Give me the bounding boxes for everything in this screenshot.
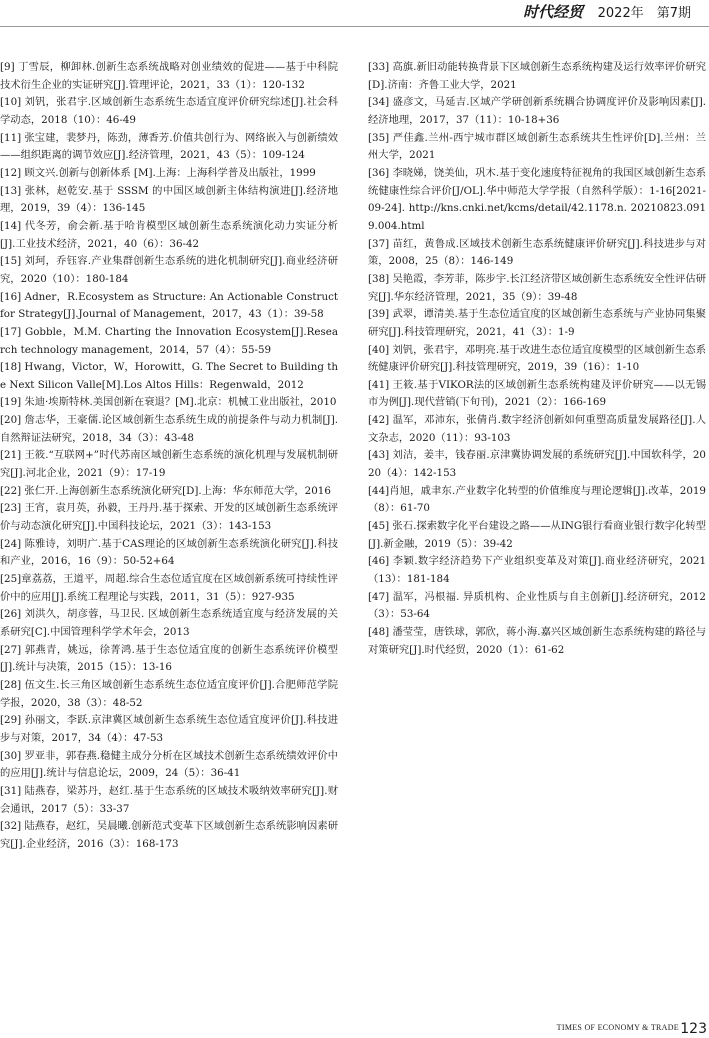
references-left-column xyxy=(0,59,338,854)
reference-entry: [40] 刘钒，张君宇，邓明亮.基于改进生态位适宜度模型的区域创新生态系统健康评价研究[J].科技管理研究，2019，39（16）：1-10 xyxy=(368,343,706,374)
reference-entry: [20] 詹志华，王豪儒.论区域创新生态系统生成的前提条件与动力机制[J].自然辩证法研究，2018，34（3）：43-48 xyxy=(0,414,338,444)
header-text xyxy=(523,3,691,23)
reference-entry: [31] 陆燕春，梁苏丹，赵红.基于生态系统的区域技术吸纳效率研究[J].财会通讯，2017（5）：33-37 xyxy=(0,784,338,815)
reference-entry: [14] 代冬芳，俞会新.基于哈肯模型区域创新生态系统演化动力实证分析[J].工业技术经济，2021，40（6）：36-42 xyxy=(0,219,338,250)
issue-label: 2022年 第7期 xyxy=(597,6,691,21)
reference-entry: [32] 陆燕春，赵红，吴晨曦.创新范式变革下区域创新生态系统影响因素研究[J].企业经济，2016（3）：168-173 xyxy=(0,820,338,850)
reference-entry: [33] 高旗.新旧动能转换背景下区域创新生态系统构建及运行效率评价研究[D].济南：齐鲁工业大学，2021 xyxy=(368,61,706,91)
reference-entry: [17] Gobble，M.M. Charting the Innovation Ecosystem[J].Research technology management，2014，57（4）：55-59 xyxy=(0,325,338,356)
reference-entry: [37] 苗红，黄鲁成.区域技术创新生态系统健康评价研究[J].科技进步与对策，2008，25（8）：146-149 xyxy=(368,237,706,268)
reference-entry: [26] 刘洪久，胡彦蓉，马卫民. 区域创新生态系统适宜度与经济发展的关系研究[C].中国管理科学学术年会，2013 xyxy=(0,608,338,638)
reference-entry: [13] 张林，赵乾安.基于 SSSM 的中国区域创新主体结构演进[J].经济地理，2019，39（4）：136-145 xyxy=(0,184,338,215)
reference-entry: [29] 孙丽文，李跃.京津冀区域创新生态系统生态位适宜度评价[J].科技进步与对策，2017，34（4）：47-53 xyxy=(0,714,338,744)
reference-entry: [24] 陈雅诗，刘明广.基于CAS理论的区域创新生态系统演化研究[J].科技和产业，2016，16（9）：50-52+64 xyxy=(0,537,338,568)
reference-entry: [30] 罗亚非，郭春燕.稳健主成分分析在区域技术创新生态系统绩效评价中的应用[J].统计与信息论坛，2009，24（5）：36-41 xyxy=(0,749,338,780)
footer-journal-english: TIMES OF ECONOMY & TRADE xyxy=(556,1023,679,1032)
reference-entry: [42] 温军，邓沛东，张倩肖.数字经济创新如何重塑高质量发展路径[J].人文杂志，2020（11）：93-103 xyxy=(368,414,706,444)
reference-entry: [22] 张仁开.上海创新生态系统演化研究[D].上海：华东师范大学，2016 xyxy=(0,484,331,497)
reference-entry: [27] 郭燕青，姚远，徐菁鸿.基于生态位适宜度的创新生态系统评价模型[J].统计与决策，2015（15）：13-16 xyxy=(0,643,338,674)
reference-entry: [9] 丁雪辰，柳卸林.创新生态系统战略对创业绩效的促进——基于中科院技术衍生企业的实证研究[J].管理评论，2021，33（1）：120-132 xyxy=(0,61,338,91)
reference-entry: [39] 武翠，谭清美.基于生态位适宜度的区域创新生态系统与产业协同集聚研究[J].科技管理研究，2021，41（3）：1-9 xyxy=(368,308,706,338)
reference-entry: [45] 张石.探索数字化平台建设之路——从ING银行看商业银行数字化转型[J].新金融，2019（5）：39-42 xyxy=(368,520,706,550)
page-footer xyxy=(0,1002,709,1038)
reference-entry: [15] 刘珂，乔钰容.产业集群创新生态系统的进化机制研究[J].商业经济研究，2020（10）：180-184 xyxy=(0,255,338,285)
header-divider xyxy=(0,26,709,27)
reference-entry: [35] 严佳鑫.兰州-西宁城市群区域创新生态系统共生性评价[D].兰州：兰州大学，2021 xyxy=(368,131,706,162)
reference-entry: [16] Adner，R.Ecosystem as Structure: An Actionable Construct for Strategy[J].Journal of Management，2017，43（1）：39-58 xyxy=(0,290,338,321)
reference-entry: [46] 李颖.数字经济趋势下产业组织变革及对策[J].商业经济研究，2021（13）：181-184 xyxy=(368,555,706,586)
reference-entry: [10] 刘钒，张君宇.区域创新生态系统生态适宜度评价研究综述[J].社会科学动态，2018（10）：46-49 xyxy=(0,96,338,126)
reference-entry: [21] 王筱.“互联网+”时代苏南区域创新生态系统的演化机理与发展机制研究[J].河北企业，2021（9）：17-19 xyxy=(0,449,338,480)
reference-entry: [11] 张宝建，裴梦丹，陈劲，薄香芳.价值共创行为、网络嵌入与创新绩效——组织距离的调节效应[J].经济管理，2021，43（5）：109-124 xyxy=(0,131,338,162)
page-header xyxy=(0,0,709,26)
reference-entry: [44]肖旭，戚聿东.产业数字化转型的价值维度与理论逻辑[J].改革，2019（8）：61-70 xyxy=(368,484,706,515)
reference-entry: [12] 顾文兴.创新与创新体系 [M].上海：上海科学普及出版社，1999 xyxy=(0,166,316,179)
reference-entry: [43] 刘洁，姜丰，钱春丽.京津冀协调发展的系统研究[J].中国软科学，2020（4）：142-153 xyxy=(368,449,706,480)
reference-entry: [23] 王宵，袁月英，孙毅，王丹丹.基于探索、开发的区域创新生态系统评价与动态演化研究[J].中国科技论坛，2021（3）：143-153 xyxy=(0,502,338,533)
references-right-column xyxy=(368,59,706,659)
reference-entry: [48] 潘莹莹，唐铁球，郭欣，蒋小海.嘉兴区域创新生态系统构建的路径与对策研究[J].时代经贸，2020（1）：61-62 xyxy=(368,626,706,656)
reference-entry: [36] 李晓娣，饶美仙，巩木.基于变化速度特征视角的我国区域创新生态系统健康性综合评价[J/OL].华中师范大学学报（自然科学版）：1-16[2021-09-24]. http://kns.cnki.net/kcms/detail/42.1178.n. 20210823.0919.004.html xyxy=(368,166,706,232)
reference-entry: [28] 伍文生.长三角区域创新生态系统生态位适宜度评价[J].合肥师范学院学报，2020，38（3）：48-52 xyxy=(0,678,338,709)
reference-entry: [19] 朱迪·埃斯特林.美国创新在衰退？[M].北京：机械工业出版社，2010 xyxy=(0,396,337,409)
reference-entry: [18] Hwang，Victor，W，Horowitt，G. The Secret to Building the Next Silicon Valle[M].Los Altos Hills：Regenwald，2012 xyxy=(0,361,338,391)
reference-entry: [34] 盛彦文，马延吉.区域产学研创新系统耦合协调度评价及影响因素[J].经济地理，2017，37（11）：10-18+36 xyxy=(368,96,706,126)
reference-entry: [47] 温军，冯根福. 异质机构、企业性质与自主创新[J].经济研究，2012（3）：53-64 xyxy=(368,590,706,621)
reference-entry: [38] 吴艳霞，李芳菲，陈步宇.长江经济带区域创新生态系统安全性评估研究[J].华东经济管理，2021，35（9）：39-48 xyxy=(368,272,706,303)
reference-entry: [25]章荔荔，王道平，周超.综合生态位适宜度在区域创新系统可持续性评价中的应用[J].系统工程理论与实践，2011，31（5）：927-935 xyxy=(0,573,338,603)
journal-name: 时代经贸 xyxy=(523,3,584,21)
reference-entry: [41] 王筱.基于VIKOR法的区域创新生态系统构建及评价研究——以无锡市为例[J].现代营销(下旬刊)，2021（2）：166-169 xyxy=(368,378,706,409)
page-number: 123 xyxy=(680,1021,707,1037)
